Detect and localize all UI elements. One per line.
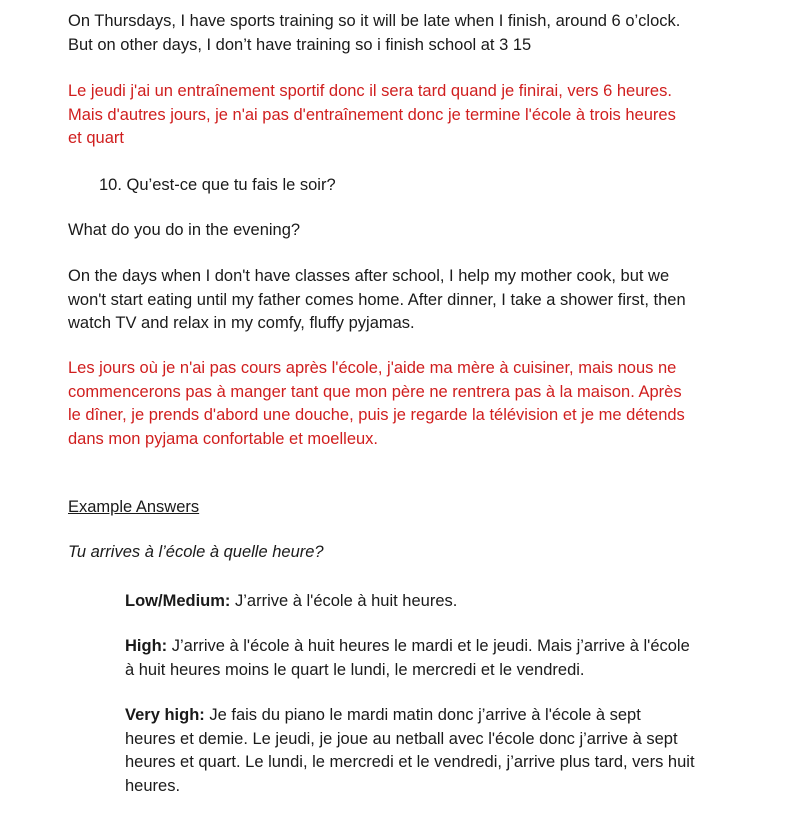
answer-very-high: [125, 704, 740, 798]
text-line: et quart: [68, 129, 124, 147]
answer-text: heures et quart. Le lundi, le mercredi et le vendredi, j’arrive plus tard, vers huit: [125, 753, 695, 771]
text-line: Le jeudi j'ai un entraînement sportif donc il sera tard quand je finirai, vers 6 heures.: [68, 82, 672, 100]
question-10-english: [68, 219, 748, 243]
answer-text: Je fais du piano le mardi matin donc j’arrive à l'école à sept: [204, 706, 641, 724]
answer-label: Very high:: [125, 706, 205, 724]
text-line: But on other days, I don’t have training so i finish school at 3 15: [68, 35, 532, 54]
evening-french-paragraph: [68, 357, 748, 451]
text-line: le dîner, je prends d'abord une douche, puis je regarde la télévision et je me détends: [68, 406, 685, 424]
answer-low-medium: [125, 590, 740, 614]
text-line: watch TV and relax in my comfy, fluffy pyjamas.: [68, 314, 415, 332]
thursday-french-paragraph: [68, 80, 748, 151]
answer-text: heures.: [125, 776, 181, 795]
example-answers-heading: [68, 496, 748, 520]
text-line: On Thursdays, I have sports training so it will be late when I finish, around 6 o’clock.: [68, 12, 681, 30]
answer-text: heures et demie. Le jeudi, je joue au netball avec l'école donc j’arrive à sept: [125, 729, 678, 748]
example-question: [68, 541, 748, 565]
evening-english-paragraph: [68, 265, 748, 336]
text-line: won't start eating until my father comes home. After dinner, I take a shower first, then: [68, 290, 686, 309]
text-line: On the days when I don't have classes after school, I help my mother cook, but we: [68, 267, 670, 285]
question-text: Qu’est-ce que tu fais le soir?: [126, 176, 336, 194]
answer-text: J’arrive à l'école à huit heures.: [230, 592, 458, 610]
text-line: What do you do in the evening?: [68, 221, 301, 239]
answer-text: à huit heures moins le quart le lundi, le mercredi et le vendredi.: [125, 660, 585, 679]
answer-label: High:: [125, 637, 168, 655]
answer-label: Low/Medium:: [125, 592, 231, 610]
answer-text: J’arrive à l'école à huit heures le mardi et le jeudi. Mais j’arrive à l'école: [167, 637, 690, 655]
answer-high: [125, 635, 740, 682]
text-line: Tu arrives à l’école à quelle heure?: [68, 543, 324, 561]
text-line: Mais d'autres jours, je n'ai pas d'entraînement donc je termine l'école à trois heures: [68, 105, 676, 124]
heading-text: Example Answers: [68, 498, 200, 516]
question-10: [99, 174, 336, 198]
thursday-english-paragraph: [68, 10, 748, 57]
question-number: 10.: [99, 176, 122, 194]
text-line: dans mon pyjama confortable et moelleux.: [68, 429, 379, 448]
text-line: Les jours où je n'ai pas cours après l'école, j'aide ma mère à cuisiner, mais nous ne: [68, 359, 677, 377]
text-line: commencerons pas à manger tant que mon père ne rentrera pas à la maison. Après: [68, 382, 682, 401]
